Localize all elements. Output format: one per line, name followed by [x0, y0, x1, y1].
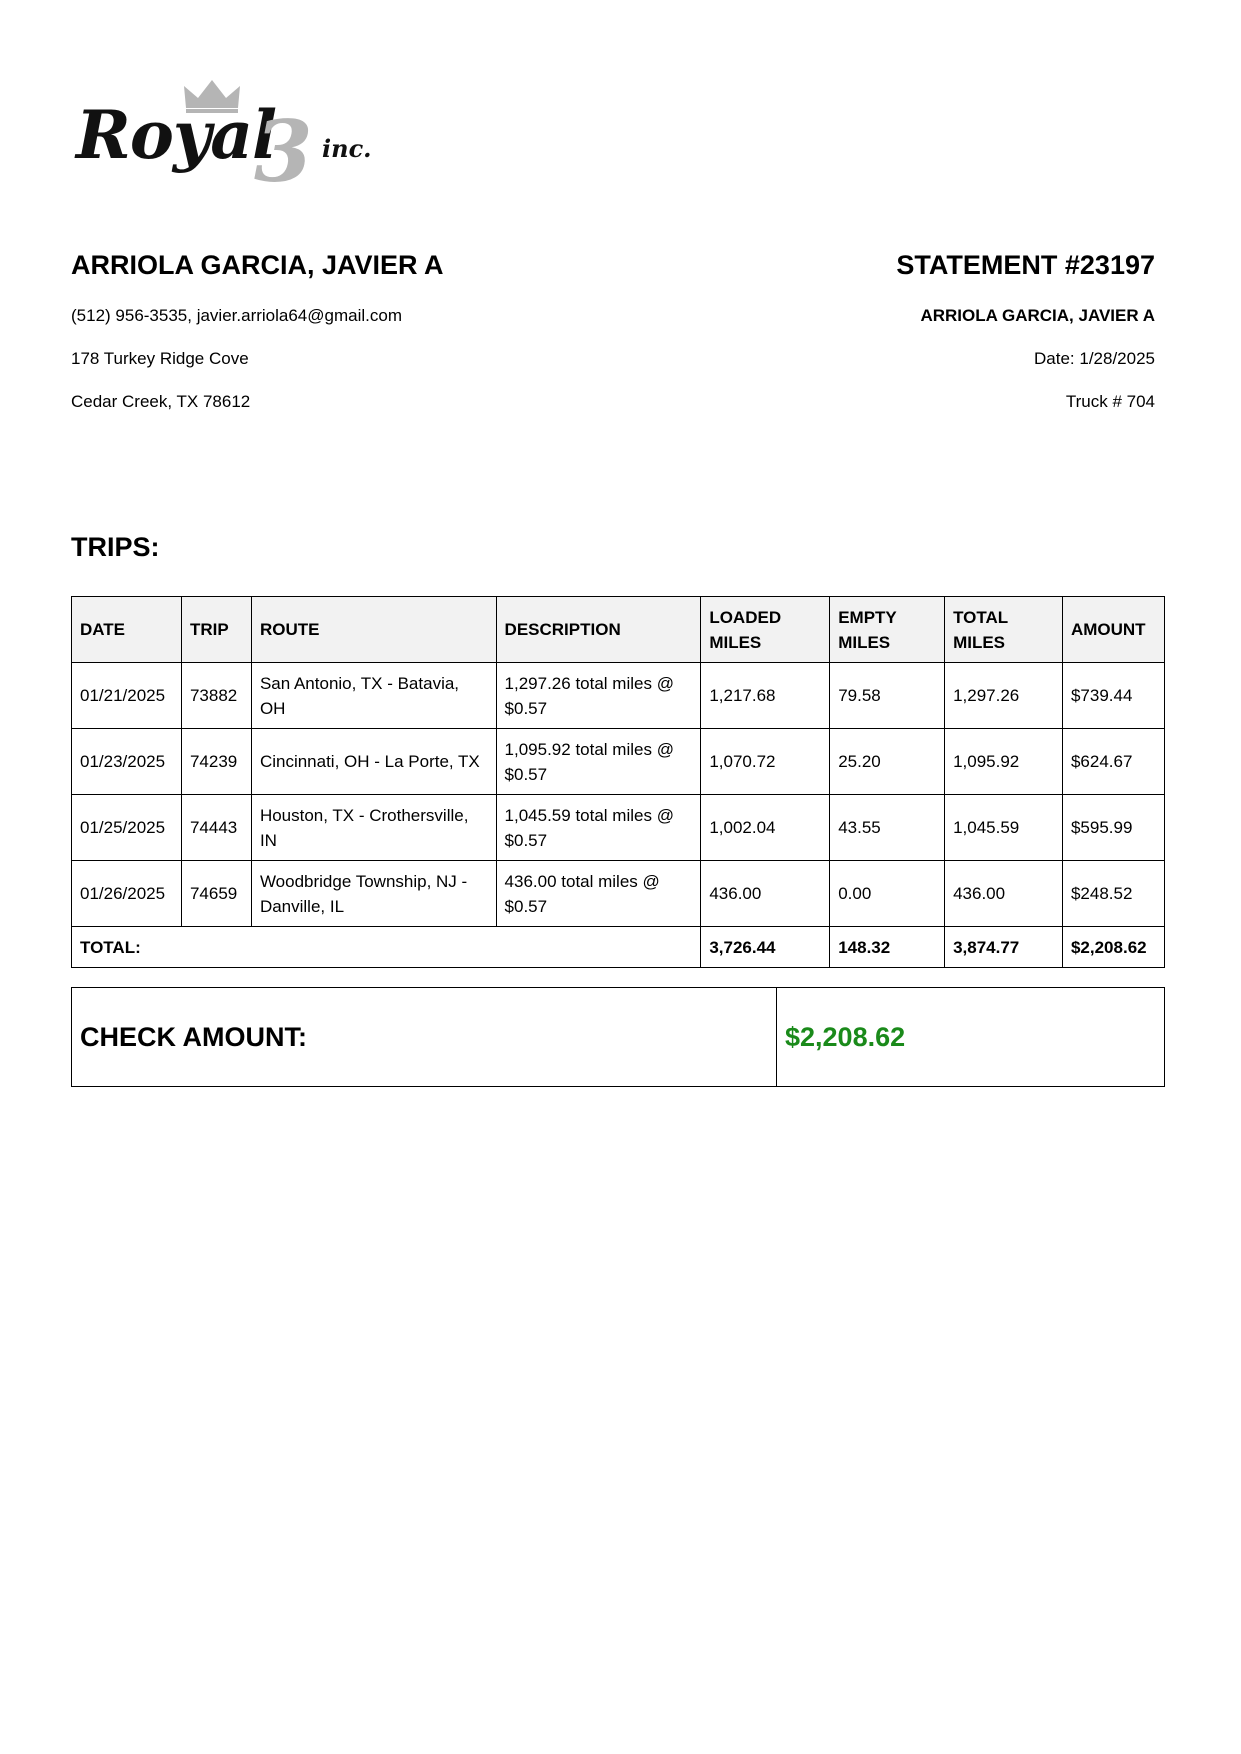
- cell-description: 1,297.26 total miles @ $0.57: [496, 663, 701, 729]
- column-header-date: DATE: [72, 597, 182, 663]
- cell-date: 01/21/2025: [72, 663, 182, 729]
- cell-trip: 74659: [181, 861, 251, 927]
- cell-empty-miles: 25.20: [830, 729, 945, 795]
- check-amount-label: CHECK AMOUNT:: [72, 988, 777, 1087]
- check-amount-box: [71, 987, 1165, 1087]
- totals-label: TOTAL:: [72, 927, 701, 968]
- table-row: [72, 795, 1165, 861]
- table-row: [72, 729, 1165, 795]
- cell-date: 01/26/2025: [72, 861, 182, 927]
- driver-address-line1: 178 Turkey Ridge Cove: [71, 349, 249, 368]
- statement-title: STATEMENT #23197: [896, 250, 1155, 280]
- column-header-route: ROUTE: [251, 597, 496, 663]
- column-header-empty-miles: EMPTY MILES: [830, 597, 945, 663]
- cell-amount: $624.67: [1062, 729, 1164, 795]
- cell-empty-miles: 79.58: [830, 663, 945, 729]
- cell-route: Houston, TX - Crothersville, IN: [251, 795, 496, 861]
- statement-date: Date: 1/28/2025: [1034, 349, 1155, 368]
- cell-amount: $739.44: [1062, 663, 1164, 729]
- cell-loaded-miles: 1,002.04: [701, 795, 830, 861]
- cell-trip: 74443: [181, 795, 251, 861]
- column-header-total-miles: TOTAL MILES: [945, 597, 1063, 663]
- cell-description: 1,095.92 total miles @ $0.57: [496, 729, 701, 795]
- total-empty-miles: 148.32: [830, 927, 945, 968]
- cell-date: 01/23/2025: [72, 729, 182, 795]
- table-header-row: [72, 597, 1165, 663]
- total-loaded-miles: 3,726.44: [701, 927, 830, 968]
- driver-name: ARRIOLA GARCIA, JAVIER A: [71, 250, 444, 280]
- cell-trip: 73882: [181, 663, 251, 729]
- column-header-amount: AMOUNT: [1062, 597, 1164, 663]
- logo-suffix: inc.: [322, 134, 372, 163]
- cell-date: 01/25/2025: [72, 795, 182, 861]
- cell-route: San Antonio, TX - Batavia, OH: [251, 663, 496, 729]
- column-header-description: DESCRIPTION: [496, 597, 701, 663]
- column-header-trip: TRIP: [181, 597, 251, 663]
- trips-heading: TRIPS:: [71, 532, 160, 562]
- cell-loaded-miles: 436.00: [701, 861, 830, 927]
- trips-table: [71, 596, 1165, 968]
- total-amount: $2,208.62: [1062, 927, 1164, 968]
- cell-total-miles: 1,297.26: [945, 663, 1063, 729]
- logo-script-text: Royal: [76, 96, 277, 174]
- table-row: [72, 663, 1165, 729]
- cell-description: 1,045.59 total miles @ $0.57: [496, 795, 701, 861]
- cell-description: 436.00 total miles @ $0.57: [496, 861, 701, 927]
- cell-trip: 74239: [181, 729, 251, 795]
- driver-contact: (512) 956-3535, javier.arriola64@gmail.com: [71, 306, 402, 325]
- logo-number: 3: [254, 102, 313, 201]
- cell-route: Woodbridge Township, NJ - Danville, IL: [251, 861, 496, 927]
- driver-address-line2: Cedar Creek, TX 78612: [71, 392, 251, 411]
- statement-name: ARRIOLA GARCIA, JAVIER A: [920, 306, 1155, 325]
- cell-total-miles: 1,045.59: [945, 795, 1063, 861]
- totals-row: [72, 927, 1165, 968]
- cell-total-miles: 1,095.92: [945, 729, 1063, 795]
- cell-loaded-miles: 1,217.68: [701, 663, 830, 729]
- cell-empty-miles: 43.55: [830, 795, 945, 861]
- cell-loaded-miles: 1,070.72: [701, 729, 830, 795]
- cell-total-miles: 436.00: [945, 861, 1063, 927]
- statement-truck: Truck # 704: [1065, 392, 1155, 411]
- table-row: [72, 861, 1165, 927]
- total-total-miles: 3,874.77: [945, 927, 1063, 968]
- column-header-loaded-miles: LOADED MILES: [701, 597, 830, 663]
- cell-empty-miles: 0.00: [830, 861, 945, 927]
- check-amount-value: $2,208.62: [777, 988, 1165, 1087]
- cell-amount: $595.99: [1062, 795, 1164, 861]
- cell-amount: $248.52: [1062, 861, 1164, 927]
- company-logo: [76, 78, 386, 201]
- cell-route: Cincinnati, OH - La Porte, TX: [251, 729, 496, 795]
